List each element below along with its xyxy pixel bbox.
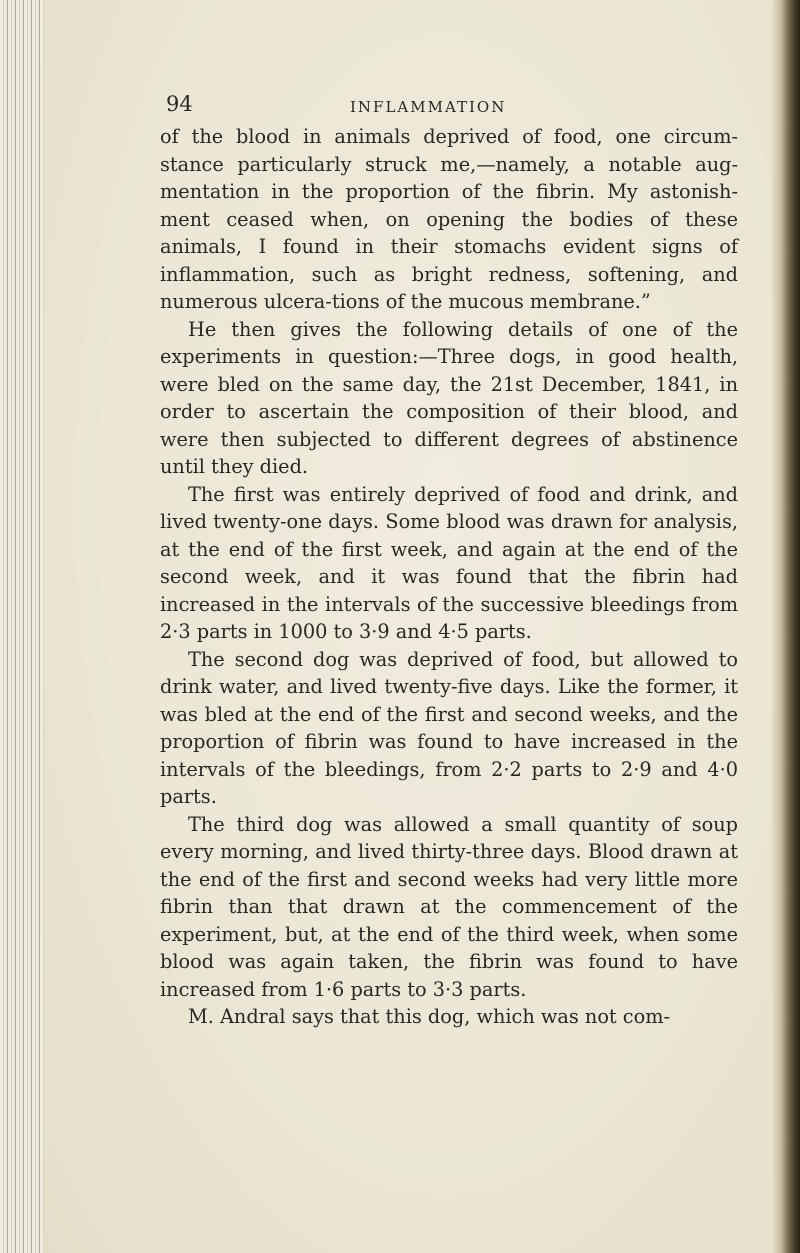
running-title: INFLAMMATION [350,98,507,116]
paragraph: of the blood in animals deprived of food, one circum-stance particularly struck me,—namely, a notable aug-mentation in the proportion of the fibrin. My astonish-ment ceased when, on opening the bodies of these animals, I found in their stomachs evident signs of inflammation, such as bright redness, softening, and numerous ulcera-tions of the mucous membrane.” [160,125,738,313]
paragraph: The second dog was deprived of food, but allowed to drink water, and lived twenty-five days. Like the former, it was bled at the end of the first and second weeks, and the proportion of fibrin was found to have increased in the intervals of the bleedings, from 2·2 parts to 2·9 and 4·0 parts. [160,647,738,808]
body-text [160,123,738,1031]
paragraph: The first was entirely deprived of food and drink, and lived twenty-one days. Some blood was drawn for analysis, at the end of the first week, and again at the end of the second week, and it was found that the fibrin had increased in the intervals of the successive bleedings from 2·3 parts in 1000 to 3·9 and 4·5 parts. [160,482,738,643]
paragraph: M. Andral says that this dog, which was not com- [188,1005,671,1028]
page-number: 94 [166,92,193,116]
page-header [166,92,766,122]
paragraph: The third dog was allowed a small quantity of soup every morning, and lived thirty-three days. Blood drawn at the end of the first and second weeks had very little more fibrin than that drawn at the commencement of the experiment, but, at the end of the third week, when some blood was again taken, the fibrin was found to have increased from 1·6 parts to 3·3 parts. [160,812,738,1001]
book-gutter [0,0,44,1253]
paragraph: He then gives the following details of one of the experiments in question:—Three dogs, in good health, were bled on the same day, the 21st December, 1841, in order to ascertain the composition of their blood, and were then subjected to different degrees of abstinence until they died. [160,317,738,478]
page-edge [770,0,800,1253]
